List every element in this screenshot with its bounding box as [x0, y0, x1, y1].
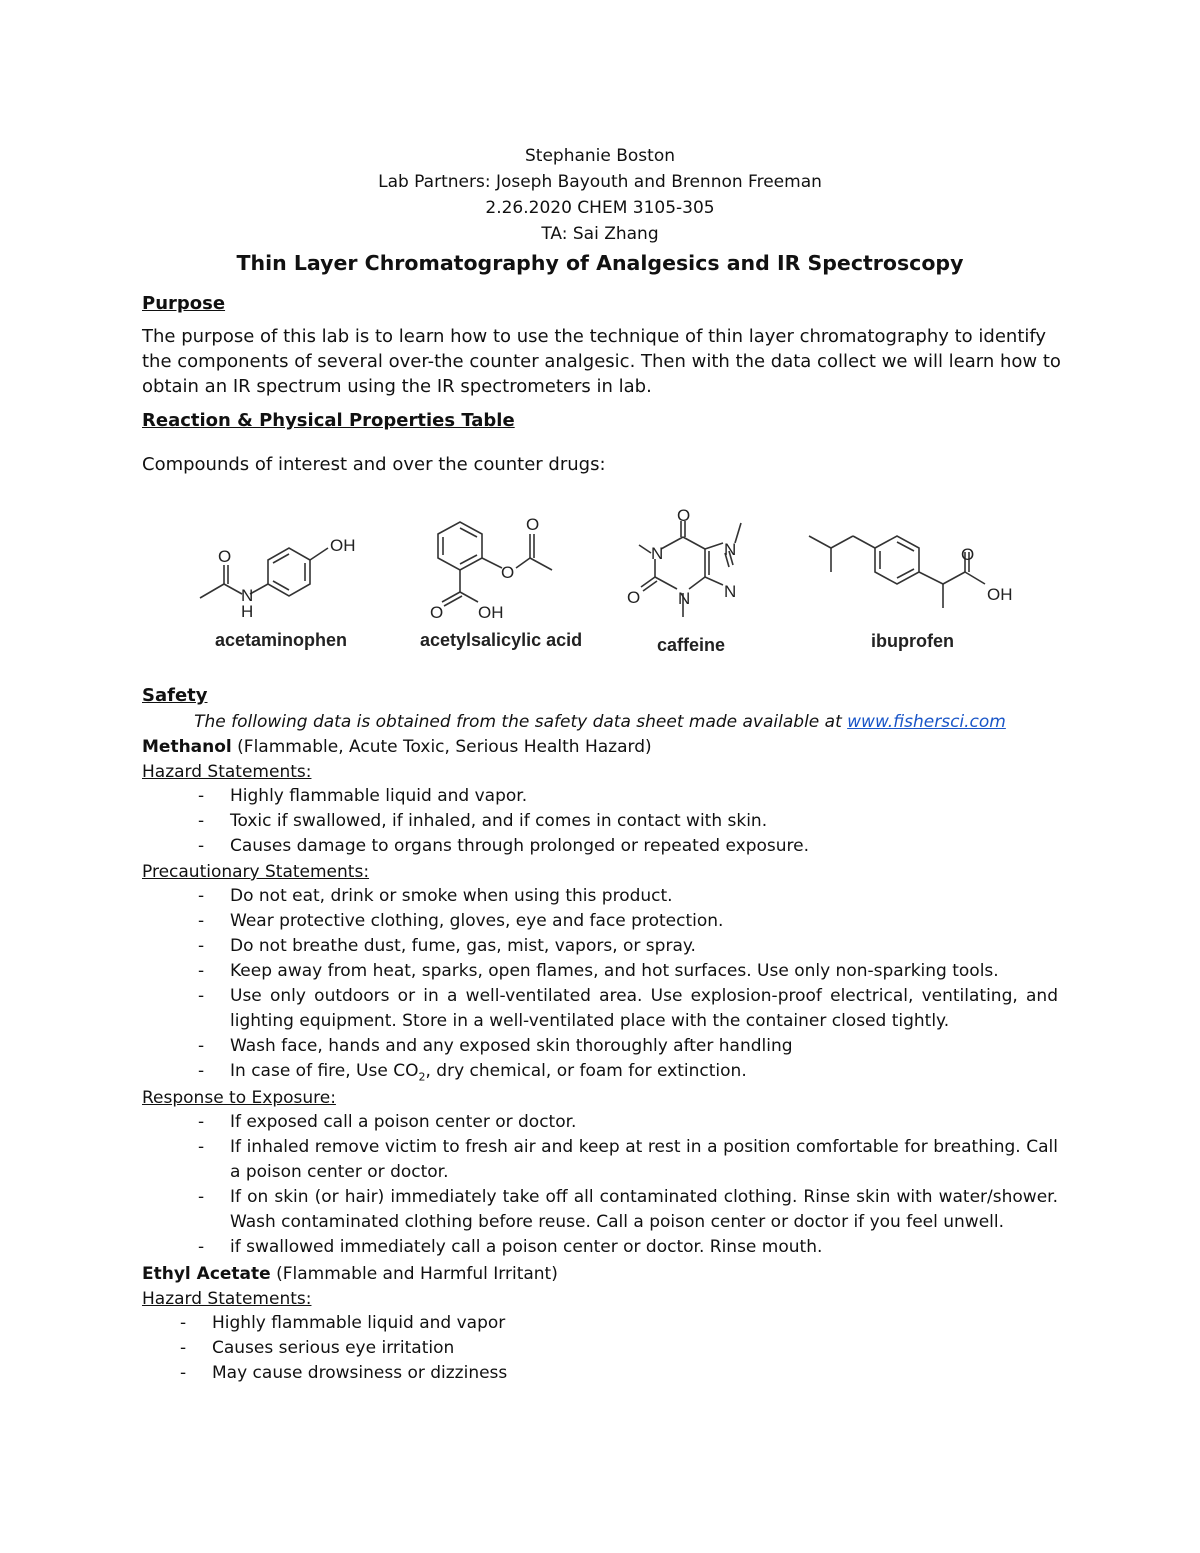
co2-text-before: In case of fire, Use CO	[230, 1061, 419, 1081]
caffeine-nitrogen-7-label: N	[724, 540, 737, 559]
list-item	[198, 884, 1058, 909]
caffeine-oxygen-top-label: O	[677, 506, 691, 525]
list-item	[198, 1110, 1058, 1135]
purpose-text	[142, 324, 1062, 399]
acetaminophen-oxygen-label: O	[218, 547, 232, 566]
methanol-response-list	[198, 1110, 1058, 1260]
author-name: Stephanie Boston	[524, 146, 676, 166]
ibuprofen-hydroxyl-label: OH	[987, 585, 1013, 604]
list-item-text: if swallowed immediately call a poison center or doctor. Rinse mouth.	[230, 1237, 823, 1257]
caffeine-drawing	[625, 505, 755, 630]
purpose-heading: Purpose	[142, 293, 226, 314]
safety-note-text: The following data is obtained from the safety data sheet made available at	[194, 712, 848, 732]
list-item-text: Highly flammable liquid and vapor	[212, 1313, 506, 1333]
ethyl-acetate-name: Ethyl Acetate	[142, 1264, 271, 1284]
list-item	[198, 959, 1058, 984]
acetaminophen-drawing	[190, 520, 380, 630]
list-item	[198, 1235, 1058, 1260]
bullet-dash: -	[198, 1061, 205, 1081]
caffeine-label: caffeine	[657, 635, 726, 655]
list-item-text: Use only outdoors or in a well-ventilated area. Use explosion-proof electrical, ventilating, and lighting equipment. Store in a well-ventilated place with the container closed tightly.	[230, 986, 1058, 1031]
bullet-dash: -	[180, 1338, 187, 1358]
co2-subscript: 2	[418, 1070, 426, 1084]
list-item-text: Toxic if swallowed, if inhaled, and if comes in contact with skin.	[230, 811, 768, 831]
document-title: Thin Layer Chromatography of Analgesics and IR Spectroscopy	[236, 251, 964, 275]
list-item	[198, 834, 1060, 859]
list-item	[198, 934, 1058, 959]
bullet-dash: -	[180, 1363, 187, 1383]
bullet-dash: -	[198, 1137, 205, 1157]
caffeine-nitrogen-9-label: N	[724, 582, 737, 601]
list-item-text: May cause drowsiness or dizziness	[212, 1363, 508, 1383]
list-item	[180, 1311, 1052, 1336]
acetylsalicylic-acid-drawing	[420, 510, 580, 625]
bullet-dash: -	[198, 936, 205, 956]
list-item-text: Wash face, hands and any exposed skin thoroughly after handling	[230, 1036, 793, 1056]
ibuprofen-label: ibuprofen	[871, 631, 954, 651]
ibuprofen-oxygen-label: O	[961, 545, 975, 564]
list-item-text: If on skin (or hair) immediately take off all contaminated clothing. Rinse skin with water/shower. Wash contaminated clothing before reuse. Call a poison center or doctor if you feel unwell.	[230, 1187, 1058, 1232]
ibuprofen-drawing	[805, 530, 1025, 625]
acid-oxygen-label: O	[430, 603, 444, 622]
list-item-text: If exposed call a poison center or doctor.	[230, 1112, 577, 1132]
acetaminophen-hydrogen-label: H	[241, 602, 254, 621]
methanol-response-heading: Response to Exposure:	[142, 1088, 336, 1108]
reaction-heading: Reaction & Physical Properties Table	[142, 410, 515, 431]
list-item-text: Keep away from heat, sparks, open flames, and hot surfaces. Use only non-sparking tools.	[230, 961, 999, 981]
methanol-heading	[142, 735, 652, 759]
bullet-dash: -	[198, 786, 205, 806]
caffeine-nitrogen-1-label: N	[651, 544, 664, 563]
bullet-dash: -	[198, 1112, 205, 1132]
acetaminophen-structure	[190, 520, 380, 650]
list-item	[198, 784, 1060, 809]
acetylsalicylic-acid-structure	[420, 510, 583, 650]
methanol-hazard-list	[198, 784, 1060, 859]
bullet-dash: -	[180, 1313, 187, 1333]
compounds-intro: Compounds of interest and over the counter drugs:	[142, 454, 606, 475]
list-item	[198, 1135, 1058, 1185]
acetylsalicylic-acid-label: acetylsalicylic acid	[420, 630, 583, 650]
list-item	[198, 1034, 1058, 1059]
acetaminophen-nitrogen-label: N	[241, 586, 254, 605]
course-date: 2.26.2020 CHEM 3105-305	[485, 198, 715, 218]
safety-source-note	[0, 710, 1200, 734]
ethyl-acetate-heading	[142, 1262, 558, 1286]
ethyl-acetate-hazards: (Flammable and Harmful Irritant)	[276, 1264, 558, 1284]
list-item	[180, 1361, 1052, 1386]
methanol-precaution-list	[198, 884, 1058, 1089]
bullet-dash: -	[198, 1237, 205, 1257]
bullet-dash: -	[198, 886, 205, 906]
ta-name: TA: Sai Zhang	[541, 224, 659, 244]
ester-oxygen-label: O	[501, 563, 515, 582]
methanol-hazard-heading: Hazard Statements:	[142, 762, 312, 782]
methanol-hazards: (Flammable, Acute Toxic, Serious Health Hazard)	[237, 737, 652, 757]
acetaminophen-label: acetaminophen	[215, 630, 348, 650]
bullet-dash: -	[198, 986, 205, 1006]
methanol-precaution-heading: Precautionary Statements:	[142, 862, 370, 882]
list-item	[198, 1185, 1058, 1235]
ethyl-acetate-hazard-list	[180, 1311, 1052, 1386]
bullet-dash: -	[198, 836, 205, 856]
fishersci-link[interactable]: www.fishersci.com	[847, 712, 1006, 732]
bullet-dash: -	[198, 961, 205, 981]
purpose-paragraph: The purpose of this lab is to learn how to use the technique of thin layer chromatography to identify the components of several over-the counter analgesic. Then with the data collect we will learn how to obtain an IR spectrum using the IR spectrometers in lab.	[142, 326, 1061, 397]
co2-text-after: , dry chemical, or foam for extinction.	[425, 1061, 747, 1081]
list-item-text: Do not eat, drink or smoke when using this product.	[230, 886, 673, 906]
list-item-text: If inhaled remove victim to fresh air and keep at rest in a position comfortable for breathing. Call a poison center or doctor.	[230, 1137, 1058, 1182]
list-item	[198, 1059, 1058, 1089]
list-item	[198, 809, 1060, 834]
list-item-text: Do not breathe dust, fume, gas, mist, vapors, or spray.	[230, 936, 696, 956]
bullet-dash: -	[198, 811, 205, 831]
bullet-dash: -	[198, 1036, 205, 1056]
caffeine-nitrogen-3-label: N	[678, 589, 691, 608]
lab-partners: Lab Partners: Joseph Bayouth and Brennon Freeman	[378, 172, 822, 192]
safety-heading: Safety	[142, 685, 208, 706]
acetaminophen-hydroxyl-label: OH	[330, 536, 356, 555]
list-item	[198, 984, 1058, 1034]
acid-hydroxyl-label: OH	[478, 603, 504, 622]
ethyl-acetate-hazard-heading: Hazard Statements:	[142, 1289, 312, 1309]
bullet-dash: -	[198, 1187, 205, 1207]
ibuprofen-structure	[805, 530, 1025, 651]
caffeine-structure	[625, 505, 755, 655]
list-item-text: Wear protective clothing, gloves, eye and face protection.	[230, 911, 724, 931]
bullet-dash: -	[198, 911, 205, 931]
list-item-text: Causes serious eye irritation	[212, 1338, 455, 1358]
list-item-text: Highly flammable liquid and vapor.	[230, 786, 528, 806]
list-item	[198, 909, 1058, 934]
list-item-text: Causes damage to organs through prolonged or repeated exposure.	[230, 836, 810, 856]
list-item	[180, 1336, 1052, 1361]
methanol-name: Methanol	[142, 737, 232, 757]
carbonyl-oxygen-label: O	[526, 515, 540, 534]
caffeine-oxygen-left-label: O	[627, 588, 641, 607]
